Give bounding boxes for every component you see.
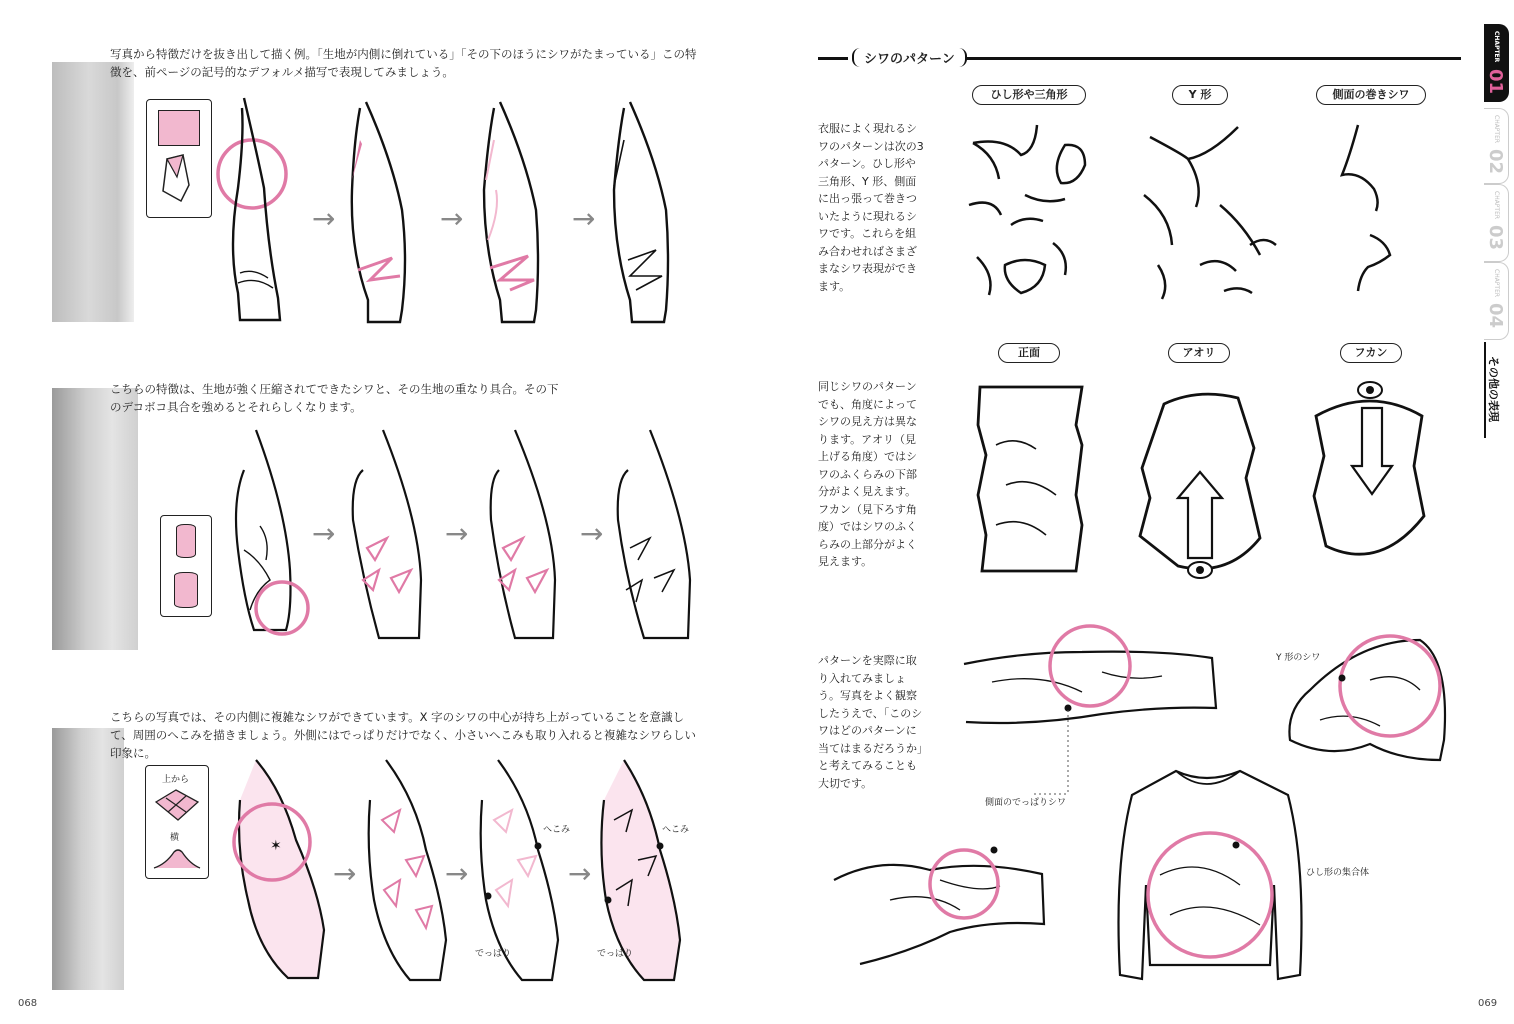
label-hishi-group: ひし形の集合体 bbox=[1306, 868, 1370, 878]
step-arrow-3a: → bbox=[333, 857, 357, 890]
step-arrow-2b: → bbox=[445, 517, 469, 550]
chapter-tab-02-word: CHAPTER bbox=[1493, 115, 1500, 144]
angle-label-fukan: フカン bbox=[1340, 343, 1402, 363]
label-hekomi-2: へこみ bbox=[662, 825, 690, 835]
label-hekomi-1: へこみ bbox=[543, 825, 571, 835]
chapter-tab-03[interactable] bbox=[1484, 184, 1509, 262]
cylinder-front-view bbox=[976, 385, 1086, 575]
heading-rule-left bbox=[818, 57, 848, 60]
step-arrow-3b: → bbox=[445, 857, 469, 890]
sweatshirt-trace bbox=[1110, 765, 1310, 985]
sleeve-drawing-1b bbox=[338, 100, 418, 330]
step-arrow-1b: → bbox=[440, 202, 464, 235]
label-top-view: 上から bbox=[162, 775, 190, 785]
folded-cloth-symbol bbox=[159, 155, 199, 205]
pattern-label-diamond: ひし形や三角形 bbox=[972, 85, 1086, 105]
cylinder-aori-view bbox=[1138, 388, 1268, 588]
step-arrow-2c: → bbox=[580, 517, 604, 550]
diamond-wrinkle-pattern bbox=[965, 115, 1095, 305]
chapter-tab-01-number: 01 bbox=[1485, 69, 1506, 95]
intro-text: 衣服によく現れるシワのパターンは次の3 パターン。ひし形や三角形、Y 形、側面に出っ張って巻きついたように現れるシワです。これらを組み合わせればさまざまなシワ表現ができます。 bbox=[818, 122, 924, 293]
chapter-tab-04-word: CHAPTER bbox=[1493, 269, 1500, 298]
cylinder-fukan-view bbox=[1310, 376, 1430, 576]
label-y-wrinkle: Y 形のシワ bbox=[1276, 653, 1321, 663]
chapter-tab-01[interactable] bbox=[1484, 24, 1509, 102]
step-arrow-2a: → bbox=[312, 517, 336, 550]
sleeve-drawing-2c bbox=[485, 430, 575, 640]
sleeve-drawing-1c bbox=[470, 100, 550, 330]
heading-rule-right bbox=[966, 57, 1461, 60]
angle-text: 同じシワのパターンでも、角度によってシワの見え方は異なります。アオリ（見上げる角度）ではシワのふくらみの下部分がよく見えます。フカン（見下ろす角度）ではシワのふくらみの上部分がよく見えます。 bbox=[818, 380, 917, 568]
label-deppari-2: でっぱり bbox=[597, 949, 634, 959]
sleeve-drawing-2d bbox=[610, 430, 700, 640]
page-number-right: 069 bbox=[1478, 998, 1498, 1009]
sleeve-drawing-1d bbox=[600, 100, 680, 330]
side-wrap-wrinkle-pattern bbox=[1330, 115, 1420, 305]
x-wrinkle-side-symbol bbox=[152, 846, 202, 872]
sleeve-drawing-3a bbox=[228, 760, 338, 990]
section2-text: こちらの特徴は、生地が強く圧縮されてできたシワと、その生地の重なり具合。その下のデコボコ具合を強めるとそれらしくなります。 bbox=[110, 382, 559, 414]
cylinder-symbol bbox=[176, 524, 196, 558]
svg-text:✶: ✶ bbox=[270, 838, 282, 854]
sleeve-drawing-1a bbox=[218, 98, 298, 328]
page-number-left: 068 bbox=[18, 998, 38, 1009]
angle-label-aori: アオリ bbox=[1168, 343, 1230, 363]
chapter-tab-02-number: 02 bbox=[1485, 149, 1506, 175]
sleeve-drawing-2b bbox=[345, 430, 435, 640]
step-arrow-1a: → bbox=[312, 202, 336, 235]
compressed-cylinder-symbol bbox=[174, 572, 198, 608]
deform-symbol-box-2 bbox=[160, 515, 212, 617]
section-title-vertical: その他の表現 bbox=[1487, 356, 1500, 422]
sleeve-photo-trace-3 bbox=[830, 840, 1050, 970]
chapter-tab-04-number: 04 bbox=[1485, 303, 1506, 329]
reference-photo-1 bbox=[52, 62, 134, 322]
sleeve-drawing-2a bbox=[230, 430, 320, 640]
section1-text: 写真から特徴だけを抜き出して描く例。「生地が内側に倒れている」「その下のほうにシワがたまっている」この特徴を、前ページの記号的なデフォルメ描写で表現してみましょう。 bbox=[110, 47, 697, 79]
deform-symbol-box-3 bbox=[145, 765, 209, 879]
y-wrinkle-pattern bbox=[1140, 115, 1280, 305]
label-side-deppari: 側面のでっぱりシワ bbox=[985, 798, 1067, 808]
pink-square-symbol bbox=[158, 110, 200, 146]
step-arrow-1c: → bbox=[572, 202, 596, 235]
section-heading: シワのパターン bbox=[852, 48, 967, 67]
chapter-tab-03-word: CHAPTER bbox=[1493, 191, 1500, 220]
deform-symbol-box-1 bbox=[146, 99, 212, 218]
chapter-tab-02[interactable] bbox=[1484, 108, 1509, 184]
apply-text: パターンを実際に取り入れてみましょう。写真をよく観察したうえで、「このシワはどのパターンに当てはまるだろうか」と考えてみることも大切です。 bbox=[818, 654, 923, 790]
sleeve-photo-trace-1 bbox=[962, 622, 1222, 732]
leader-line-1 bbox=[1032, 708, 1092, 798]
angle-label-front: 正面 bbox=[998, 343, 1060, 363]
label-deppari-1: でっぱり bbox=[475, 949, 512, 959]
reference-photo-3 bbox=[52, 728, 124, 990]
reference-photo-2 bbox=[52, 388, 138, 650]
chapter-tab-03-number: 03 bbox=[1485, 225, 1506, 251]
x-wrinkle-top-symbol bbox=[152, 788, 202, 822]
pattern-label-side-wrap: 側面の巻きシワ bbox=[1316, 85, 1426, 105]
step-arrow-3c: → bbox=[568, 857, 592, 890]
chapter-tab-01-word: CHAPTER bbox=[1493, 31, 1500, 63]
label-side-view: 横 bbox=[170, 833, 180, 843]
pattern-label-y: Y 形 bbox=[1172, 85, 1228, 105]
sleeve-photo-trace-2 bbox=[1280, 630, 1460, 780]
section3-text: こちらの写真では、その内側に複雑なシワができています。X 字のシワの中心が持ち上がっていることを意識して、周囲のへこみを描きましょう。外側にはでっぱりだけでなく、小さいへこみも取り入れると複雑なシワらしい印象に。 bbox=[110, 710, 697, 760]
chapter-tab-04[interactable] bbox=[1484, 262, 1509, 340]
